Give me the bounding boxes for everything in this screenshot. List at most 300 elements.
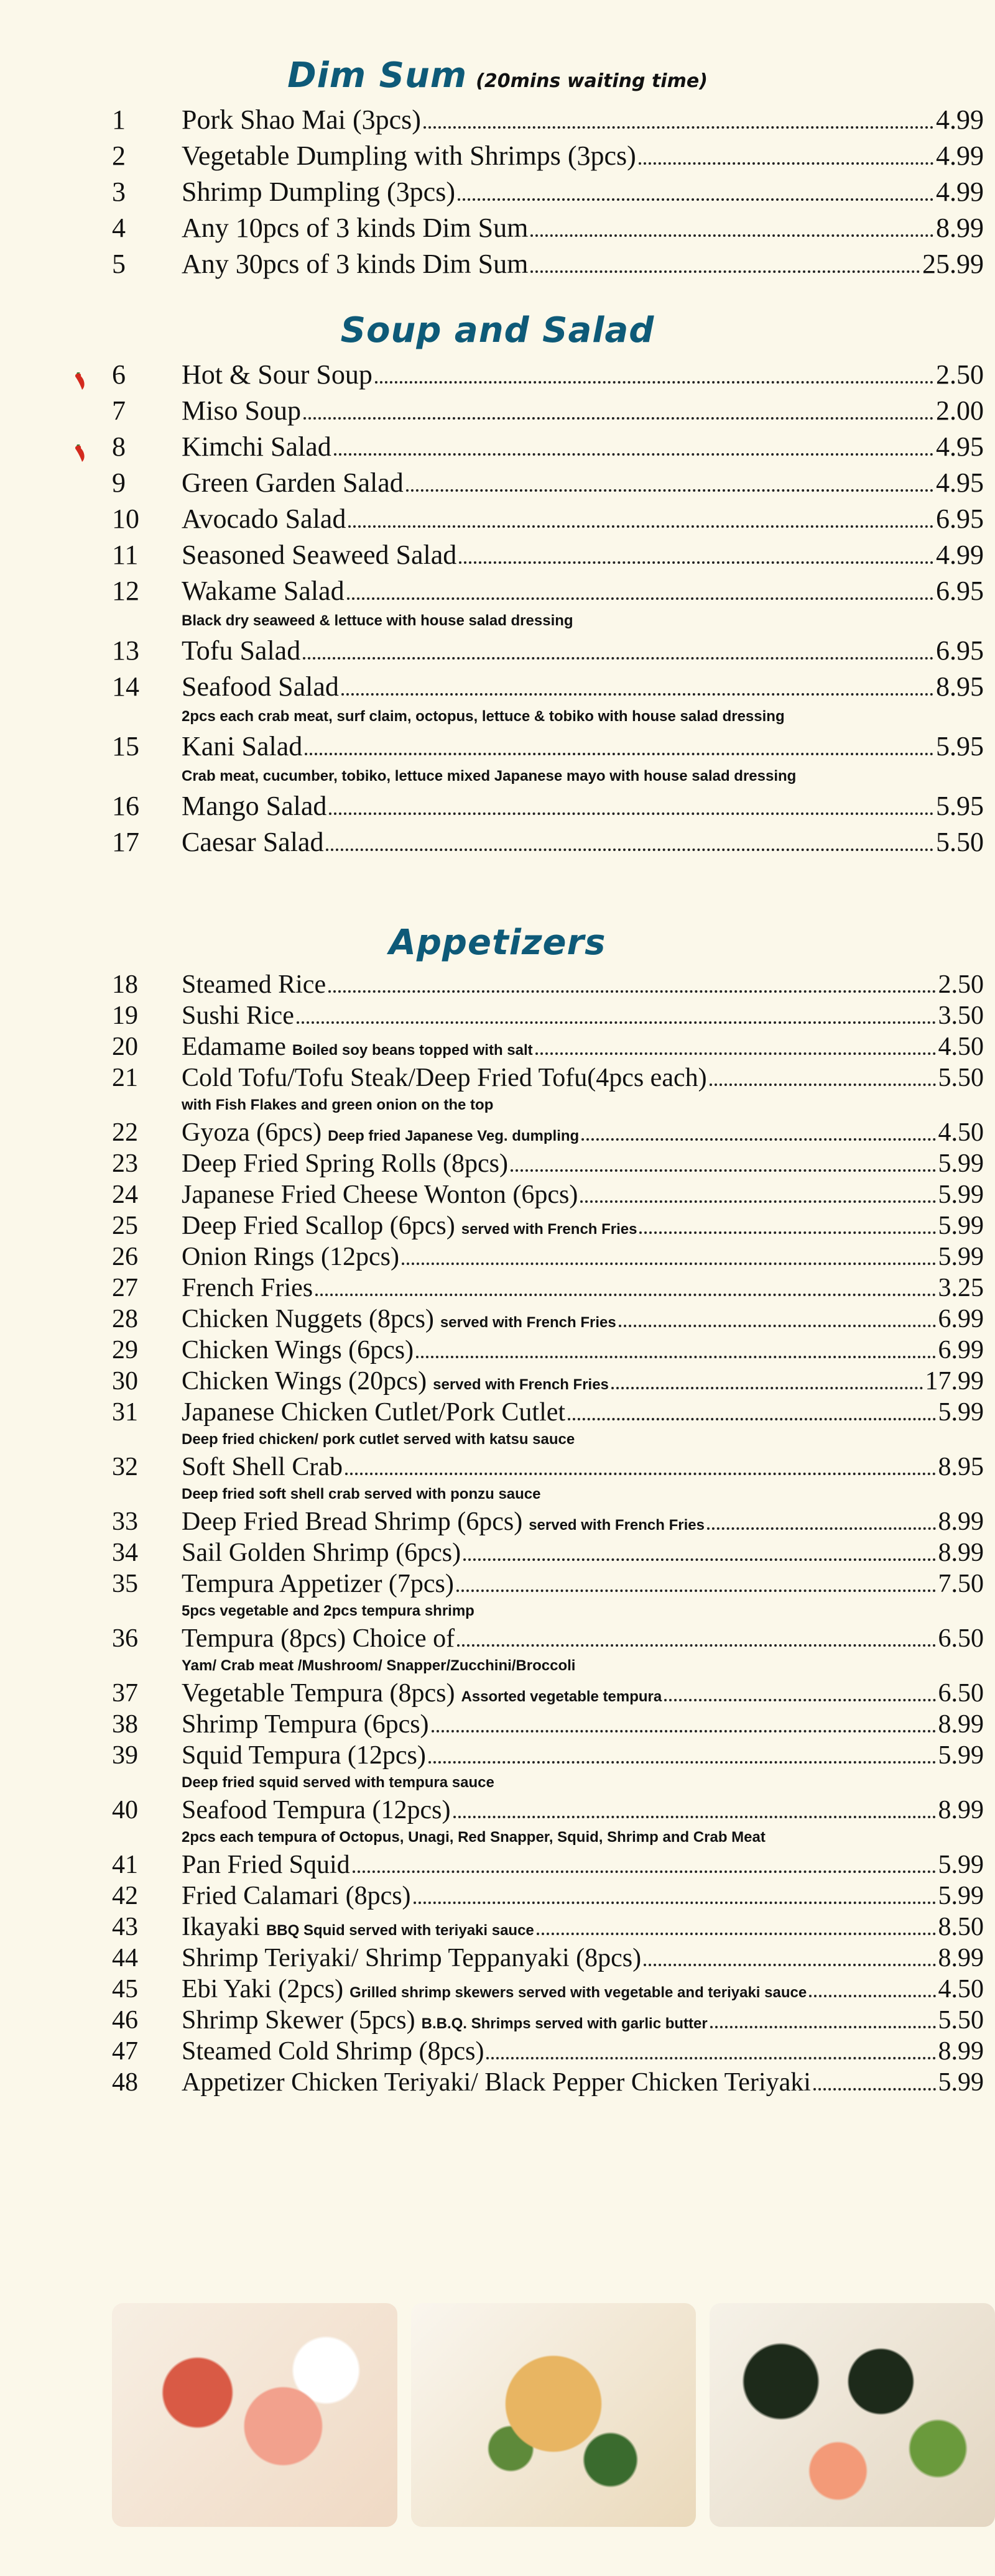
item-description: Deep fried squid served with tempura sauce xyxy=(182,1774,494,1791)
item-price: 3.25 xyxy=(938,1274,984,1302)
menu-item xyxy=(0,1117,995,1148)
item-name-group xyxy=(182,1272,313,1304)
dot-leader xyxy=(402,1263,936,1265)
dot-leader xyxy=(348,525,933,528)
item-number: 45 xyxy=(112,1975,138,2003)
item-number: 15 xyxy=(112,731,139,761)
item-line xyxy=(182,1974,984,2008)
item-number: 5 xyxy=(112,249,126,279)
item-price: 4.99 xyxy=(936,540,984,570)
item-name-group xyxy=(182,1304,616,1338)
item-price: 8.50 xyxy=(938,1913,984,1941)
item-number: 7 xyxy=(112,395,126,426)
item-price: 8.99 xyxy=(938,2037,984,2066)
menu-item xyxy=(0,788,995,824)
item-name-group xyxy=(182,1117,579,1152)
item-price: 5.99 xyxy=(938,1398,984,1427)
item-line xyxy=(182,1740,984,1771)
item-number: 16 xyxy=(112,791,139,821)
item-price: 8.99 xyxy=(938,1539,984,1567)
item-name: Steamed Cold Shrimp (8pcs) xyxy=(182,2037,484,2066)
menu-item xyxy=(0,1031,995,1062)
item-name: Sail Golden Shrimp (6pcs) xyxy=(182,1539,461,1567)
item-price: 5.99 xyxy=(938,1243,984,1271)
menu-item xyxy=(0,669,995,705)
item-name-group xyxy=(182,102,421,138)
item-name-group xyxy=(182,1880,411,1911)
menu-item xyxy=(0,633,995,669)
dot-leader xyxy=(347,597,933,600)
item-price: 5.99 xyxy=(938,1149,984,1178)
item-price: 6.95 xyxy=(936,635,984,666)
item-name-group xyxy=(182,1366,609,1401)
menu-item xyxy=(0,1179,995,1210)
item-name-group xyxy=(182,210,528,246)
item-name: Wakame Salad xyxy=(182,576,345,606)
item-price: 5.50 xyxy=(938,2006,984,2035)
item-name-group xyxy=(182,537,456,573)
item-number: 19 xyxy=(112,1001,138,1030)
menu-item xyxy=(0,210,995,246)
item-name: Tempura (8pcs) Choice of xyxy=(182,1624,455,1653)
item-line xyxy=(182,1148,984,1179)
menu-item xyxy=(0,573,995,609)
menu-item xyxy=(0,1272,995,1304)
menu-item xyxy=(0,1911,995,1943)
item-name: Japanese Chicken Cutlet/Pork Cutlet xyxy=(182,1398,566,1427)
item-price: 6.99 xyxy=(938,1305,984,1333)
dot-leader xyxy=(406,489,933,492)
item-name-group xyxy=(182,1678,662,1713)
item-name-group xyxy=(182,429,331,465)
item-line xyxy=(182,729,984,765)
dot-leader xyxy=(463,1558,935,1561)
item-name: Fried Calamari (8pcs) xyxy=(182,1882,411,1910)
item-name: Chicken Wings (20pcs) xyxy=(182,1367,427,1396)
item-description: Deep fried chicken/ pork cutlet served with katsu sauce xyxy=(182,1431,575,1448)
item-line xyxy=(182,1000,984,1031)
item-name-group xyxy=(182,138,636,174)
dot-leader xyxy=(813,2088,936,2091)
menu-item xyxy=(0,1623,995,1654)
dot-leader xyxy=(303,417,933,420)
menu-item xyxy=(0,1366,995,1397)
item-line xyxy=(182,537,984,573)
item-price: 5.99 xyxy=(938,1851,984,1879)
menu-item xyxy=(0,102,995,138)
menu-item xyxy=(0,501,995,537)
item-price: 4.99 xyxy=(936,104,984,135)
item-name-group xyxy=(182,633,300,669)
item-inline-note: served with French Fries xyxy=(461,1221,637,1238)
menu-item xyxy=(0,1795,995,1826)
item-name: Seasoned Seaweed Salad xyxy=(182,540,457,570)
item-number: 4 xyxy=(112,213,126,243)
item-line xyxy=(182,1179,984,1210)
item-number: 23 xyxy=(112,1149,138,1178)
item-number: 31 xyxy=(112,1398,138,1427)
item-price: 8.99 xyxy=(938,1507,984,1536)
menu-list xyxy=(0,357,995,860)
item-price: 5.99 xyxy=(938,2068,984,2097)
menu-item xyxy=(0,465,995,501)
item-name-group xyxy=(182,1709,429,1740)
item-name-group xyxy=(182,1623,455,1654)
item-line xyxy=(182,1709,984,1740)
item-number: 38 xyxy=(112,1710,138,1739)
item-name: Tofu Salad xyxy=(182,635,301,666)
item-line xyxy=(182,210,984,246)
item-name: Steamed Rice xyxy=(182,970,326,999)
dot-leader xyxy=(456,1589,936,1592)
dot-leader xyxy=(486,2057,935,2059)
item-line xyxy=(182,174,984,210)
item-number: 29 xyxy=(112,1336,138,1364)
menu-item xyxy=(0,429,995,465)
section-title: Dim Sum xyxy=(287,55,468,96)
dot-leader xyxy=(297,1021,936,1024)
dot-leader xyxy=(535,1052,936,1055)
menu-item xyxy=(0,1148,995,1179)
item-name-group xyxy=(182,1795,451,1826)
menu-item xyxy=(0,1709,995,1740)
item-inline-note: Grilled shrimp skewers served with vegetable and teriyaki sauce xyxy=(349,1984,807,2001)
item-name-group xyxy=(182,393,301,429)
item-line xyxy=(182,1880,984,1911)
item-inline-note: Boiled soy beans topped with salt xyxy=(292,1042,533,1059)
item-number: 37 xyxy=(112,1679,138,1708)
item-price: 4.50 xyxy=(938,1033,984,1061)
item-description: Black dry seaweed & lettuce with house salad dressing xyxy=(182,612,573,629)
item-name-group xyxy=(182,2067,811,2098)
menu-item xyxy=(0,246,995,282)
item-name-group xyxy=(182,788,326,824)
item-number: 40 xyxy=(112,1796,138,1824)
menu-item xyxy=(0,729,995,765)
dot-leader xyxy=(432,1730,936,1732)
hand-rolls-photo xyxy=(710,2303,995,2527)
item-line xyxy=(182,1335,984,1366)
item-number: 30 xyxy=(112,1367,138,1396)
item-name-group xyxy=(182,174,455,210)
item-line xyxy=(182,1943,984,1974)
dot-leader xyxy=(458,198,933,201)
item-name-group xyxy=(182,2036,484,2067)
item-price: 5.99 xyxy=(938,1741,984,1770)
dot-leader xyxy=(664,1699,935,1701)
menu-item xyxy=(0,1974,995,2005)
item-description: Crab meat, cucumber, tobiko, lettuce mixed Japanese mayo with house salad dressing xyxy=(182,768,797,784)
item-name: Pork Shao Mai (3pcs) xyxy=(182,104,421,135)
menu-item xyxy=(0,1335,995,1366)
item-price: 4.50 xyxy=(938,1975,984,2003)
item-price: 17.99 xyxy=(925,1367,984,1396)
dot-leader xyxy=(459,561,933,564)
item-line xyxy=(182,669,984,705)
dot-leader xyxy=(809,1995,935,1997)
dot-leader xyxy=(707,1527,936,1530)
item-line xyxy=(182,465,984,501)
dot-leader xyxy=(341,693,933,696)
item-inline-note: BBQ Squid served with teriyaki sauce xyxy=(266,1922,534,1939)
menu-item xyxy=(0,1849,995,1880)
item-number: 42 xyxy=(112,1882,138,1910)
item-name: Ikayaki xyxy=(182,1913,260,1941)
chili-pepper-icon xyxy=(73,436,87,455)
item-name-group xyxy=(182,1062,707,1093)
item-name-group xyxy=(182,1451,343,1483)
item-line xyxy=(182,1568,984,1599)
menu-item xyxy=(0,2067,995,2098)
item-inline-note: served with French Fries xyxy=(529,1517,705,1534)
section-heading xyxy=(0,917,995,969)
dot-leader xyxy=(580,1200,935,1203)
item-name: Soft Shell Crab xyxy=(182,1453,343,1481)
item-number: 17 xyxy=(112,827,139,857)
dot-leader xyxy=(423,126,933,129)
item-name: Squid Tempura (12pcs) xyxy=(182,1741,426,1770)
item-name: Kani Salad xyxy=(182,731,303,761)
item-name-group xyxy=(182,1241,399,1272)
dot-leader xyxy=(568,1418,935,1420)
item-number: 14 xyxy=(112,671,139,702)
item-price: 6.99 xyxy=(938,1336,984,1364)
menu-item xyxy=(0,2036,995,2067)
menu-item xyxy=(0,824,995,860)
item-line xyxy=(182,1678,984,1713)
item-name: Caesar Salad xyxy=(182,827,324,857)
item-number: 25 xyxy=(112,1212,138,1240)
item-price: 6.50 xyxy=(938,1679,984,1708)
item-line xyxy=(182,2067,984,2098)
item-price: 5.99 xyxy=(938,1180,984,1209)
section-note: (20mins waiting time) xyxy=(476,70,708,92)
item-price: 6.95 xyxy=(936,504,984,534)
dot-leader xyxy=(303,657,933,660)
item-name: Vegetable Dumpling with Shrimps (3pcs) xyxy=(182,140,636,171)
item-line xyxy=(182,429,984,465)
item-price: 8.99 xyxy=(938,1710,984,1739)
section-heading xyxy=(0,305,995,357)
dot-leader xyxy=(326,849,933,851)
item-number: 35 xyxy=(112,1570,138,1598)
food-photo-strip xyxy=(112,2303,995,2527)
section-title: Appetizers xyxy=(389,922,606,963)
item-price: 6.50 xyxy=(938,1624,984,1653)
item-name: Gyoza (6pcs) xyxy=(182,1118,322,1147)
item-number: 1 xyxy=(112,104,126,135)
item-name: Sushi Rice xyxy=(182,1001,294,1030)
item-name: Japanese Fried Cheese Wonton (6pcs) xyxy=(182,1180,578,1209)
item-name: Seafood Salad xyxy=(182,671,339,702)
item-number: 24 xyxy=(112,1180,138,1209)
dot-leader xyxy=(329,812,933,815)
item-name: Ebi Yaki (2pcs) xyxy=(182,1975,344,2003)
item-name: Vegetable Tempura (8pcs) xyxy=(182,1679,455,1708)
menu-item xyxy=(0,1000,995,1031)
dot-leader xyxy=(710,2026,936,2028)
item-name-group xyxy=(182,246,528,282)
item-line xyxy=(182,1451,984,1483)
item-number: 21 xyxy=(112,1064,138,1092)
dot-leader xyxy=(453,1816,936,1818)
item-line xyxy=(182,1849,984,1880)
item-name: Onion Rings (12pcs) xyxy=(182,1243,399,1271)
item-line xyxy=(182,2005,984,2040)
menu-item xyxy=(0,174,995,210)
item-line xyxy=(182,138,984,174)
item-line xyxy=(182,2036,984,2067)
item-inline-note: served with French Fries xyxy=(433,1376,609,1393)
item-line xyxy=(182,1911,984,1946)
item-line xyxy=(182,1795,984,1826)
dot-leader xyxy=(710,1083,936,1086)
dot-leader xyxy=(639,1231,935,1234)
item-name: Deep Fried Spring Rolls (8pcs) xyxy=(182,1149,508,1178)
item-line xyxy=(182,788,984,824)
item-name-group xyxy=(182,465,404,501)
item-name-group xyxy=(182,1849,350,1880)
item-line xyxy=(182,1397,984,1428)
menu-item xyxy=(0,1740,995,1771)
item-number: 47 xyxy=(112,2037,138,2066)
item-line xyxy=(182,1117,984,1152)
item-name: Hot & Sour Soup xyxy=(182,359,373,390)
item-price: 2.50 xyxy=(936,359,984,390)
item-line xyxy=(182,1537,984,1568)
menu-item xyxy=(0,1678,995,1709)
item-name: Chicken Nuggets (8pcs) xyxy=(182,1305,434,1333)
item-name: Any 10pcs of 3 kinds Dim Sum xyxy=(182,213,529,243)
dot-leader xyxy=(414,1902,936,1904)
section-dim-sum xyxy=(0,50,995,282)
item-name: Miso Soup xyxy=(182,395,301,426)
item-price: 8.95 xyxy=(938,1453,984,1481)
dot-leader xyxy=(315,1294,935,1296)
item-name-group xyxy=(182,1911,534,1946)
item-name: Appetizer Chicken Teriyaki/ Black Pepper Chicken Teriyaki xyxy=(182,2068,811,2097)
item-line xyxy=(182,1210,984,1245)
item-number: 32 xyxy=(112,1453,138,1481)
menu-item xyxy=(0,393,995,429)
item-name: Chicken Wings (6pcs) xyxy=(182,1336,414,1364)
item-name-group xyxy=(182,1568,454,1599)
item-name-group xyxy=(182,1335,414,1366)
section-title: Soup and Salad xyxy=(340,310,655,351)
item-name: French Fries xyxy=(182,1274,313,1302)
item-price: 8.99 xyxy=(938,1944,984,1972)
item-line xyxy=(182,824,984,860)
dot-leader xyxy=(581,1138,935,1141)
menu-item xyxy=(0,1568,995,1599)
shrimp-tempura-photo xyxy=(411,2303,696,2527)
item-name-group xyxy=(182,1148,508,1179)
item-description: with Fish Flakes and green onion on the top xyxy=(182,1097,494,1113)
item-number: 20 xyxy=(112,1033,138,1061)
item-price: 4.50 xyxy=(938,1118,984,1147)
item-number: 9 xyxy=(112,467,126,498)
dot-leader xyxy=(530,234,933,237)
item-number: 44 xyxy=(112,1944,138,1972)
item-name: Shrimp Dumpling (3pcs) xyxy=(182,177,455,207)
item-line xyxy=(182,1506,984,1541)
item-line xyxy=(182,1241,984,1272)
item-price: 2.00 xyxy=(936,395,984,426)
item-name-group xyxy=(182,1740,426,1771)
menu-item xyxy=(0,138,995,174)
item-name: Mango Salad xyxy=(182,791,327,821)
item-name: Any 30pcs of 3 kinds Dim Sum xyxy=(182,249,529,279)
item-name-group xyxy=(182,1943,641,1974)
menu-item xyxy=(0,1943,995,1974)
item-line xyxy=(182,969,984,1000)
item-price: 2.50 xyxy=(938,970,984,999)
item-inline-note: Assorted vegetable tempura xyxy=(461,1688,662,1705)
item-number: 12 xyxy=(112,576,139,606)
item-price: 3.50 xyxy=(938,1001,984,1030)
item-number: 26 xyxy=(112,1243,138,1271)
item-name-group xyxy=(182,2005,708,2040)
section-heading xyxy=(0,50,995,102)
item-name: Shrimp Skewer (5pcs) xyxy=(182,2006,415,2035)
item-number: 18 xyxy=(112,970,138,999)
item-price: 5.50 xyxy=(938,1064,984,1092)
item-price: 5.99 xyxy=(938,1882,984,1910)
item-number: 22 xyxy=(112,1118,138,1147)
dot-leader xyxy=(511,1169,936,1172)
dot-leader xyxy=(428,1761,936,1764)
item-name-group xyxy=(182,729,302,765)
item-name-group xyxy=(182,1210,637,1245)
menu-item xyxy=(0,537,995,573)
item-number: 10 xyxy=(112,504,139,534)
item-line xyxy=(182,102,984,138)
dot-leader xyxy=(611,1387,923,1389)
item-name-group xyxy=(182,969,326,1000)
item-price: 8.95 xyxy=(936,671,984,702)
item-number: 3 xyxy=(112,177,126,207)
item-number: 8 xyxy=(112,431,126,462)
item-line xyxy=(182,393,984,429)
item-number: 6 xyxy=(112,359,126,390)
item-line xyxy=(182,1304,984,1338)
dot-leader xyxy=(639,162,933,165)
item-number: 2 xyxy=(112,140,126,171)
item-description: Yam/ Crab meat /Mushroom/ Snapper/Zucchini/Broccoli xyxy=(182,1657,576,1674)
dot-leader xyxy=(619,1325,936,1327)
item-number: 48 xyxy=(112,2068,138,2097)
item-name-group xyxy=(182,669,339,705)
item-name-group xyxy=(182,1506,705,1541)
item-price: 25.99 xyxy=(922,249,984,279)
item-number: 34 xyxy=(112,1539,138,1567)
item-name: Edamame xyxy=(182,1033,286,1061)
menu-item xyxy=(0,1210,995,1241)
item-price: 5.99 xyxy=(938,1212,984,1240)
item-description: 5pcs vegetable and 2pcs tempura shrimp xyxy=(182,1603,474,1619)
dot-leader xyxy=(353,1870,936,1873)
item-name-group xyxy=(182,1000,294,1031)
item-name: Deep Fried Bread Shrimp (6pcs) xyxy=(182,1507,523,1536)
item-name-group xyxy=(182,824,323,860)
item-line xyxy=(182,1366,984,1401)
menu-item xyxy=(0,1880,995,1911)
menu-list xyxy=(0,102,995,282)
menu-item xyxy=(0,357,995,393)
item-name-group xyxy=(182,1031,533,1066)
item-number: 28 xyxy=(112,1305,138,1333)
item-name: Avocado Salad xyxy=(182,504,346,534)
